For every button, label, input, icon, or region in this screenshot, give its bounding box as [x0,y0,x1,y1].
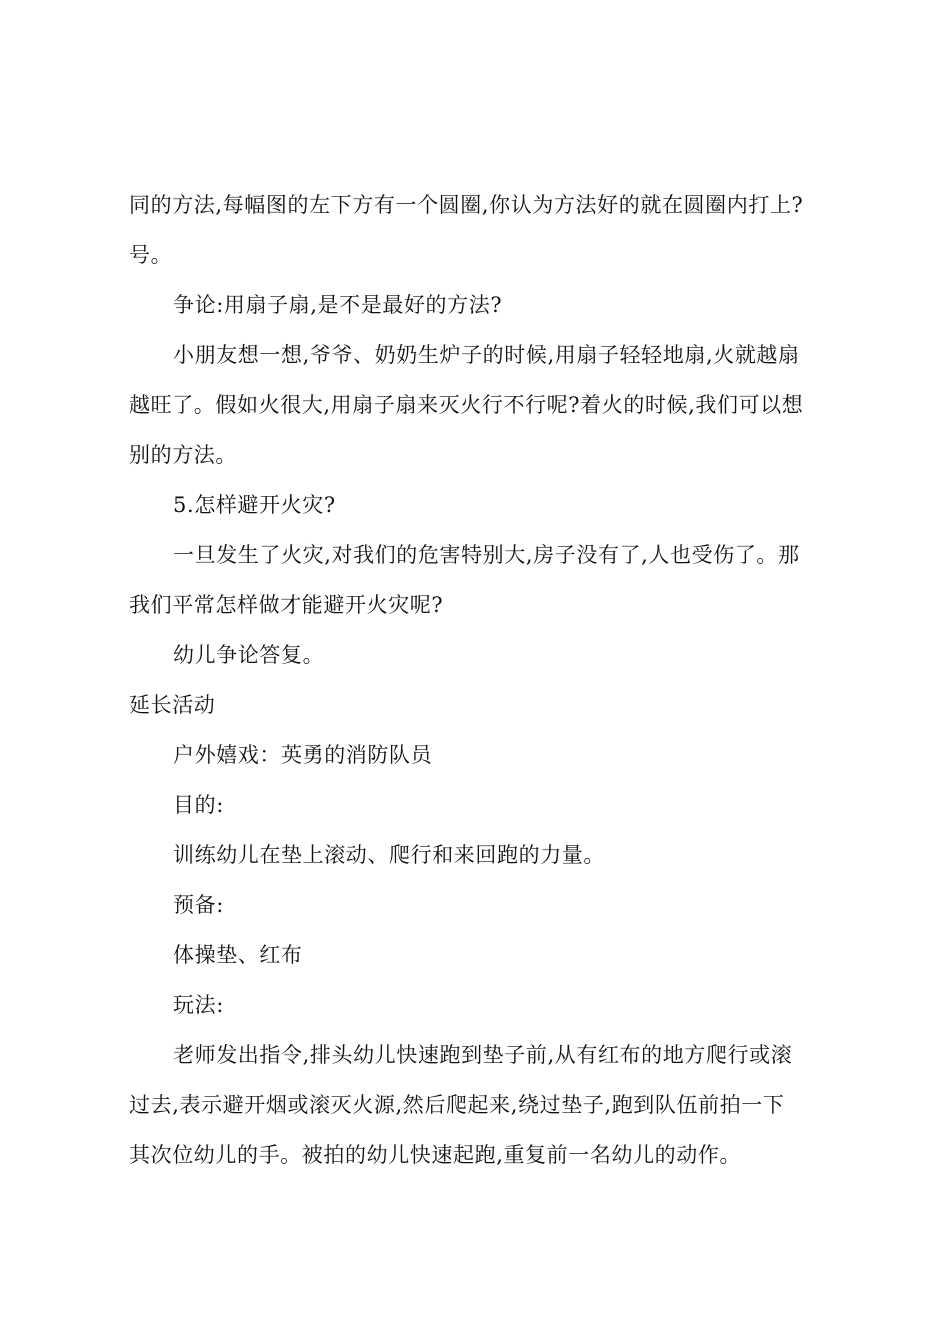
paragraph-line: 同的方法,每幅图的左下方有一个圆圈,你认为方法好的就在圆圈内打上? [129,193,804,217]
paragraph-line: 过去,表示避开烟或滚灭火源,然后爬起来,绕过垫子,跑到队伍前拍一下 [129,1093,785,1117]
paragraph-line: 号。 [129,243,173,267]
paragraph-line: 老师发出指令,排头幼儿快速跑到垫子前,从有红布的地方爬行或滚 [173,1043,793,1067]
paragraph-line: 小朋友想一想,爷爷、奶奶生炉子的时候,用扇子轻轻地扇,火就越扇 [173,343,800,367]
subheading: 玩法: [173,993,224,1017]
paragraph-line: 幼儿争论答复。 [173,643,325,667]
paragraph-line: 争论:用扇子扇,是不是最好的方法? [173,293,503,317]
paragraph-line: 体操垫、红布 [173,943,303,967]
section-heading: 延长活动 [129,693,216,717]
subheading: 目的: [173,793,224,817]
section-heading: 5.怎样避开火灾? [173,493,336,517]
subheading: 预备: [173,893,224,917]
activity-title: 户外嬉戏：英勇的消防队员 [173,743,433,767]
paragraph-line: 一旦发生了火灾,对我们的危害特别大,房子没有了,人也受伤了。那 [173,543,800,567]
paragraph-line: 我们平常怎样做才能避开火灾呢? [129,593,444,617]
paragraph-line: 越旺了。假如火很大,用扇子扇来灭火行不行呢?着火的时候,我们可以想 [129,393,804,417]
paragraph-line: 别的方法。 [129,443,237,467]
paragraph-line: 训练幼儿在垫上滚动、爬行和来回跑的力量。 [173,843,605,867]
paragraph-line: 其次位幼儿的手。被拍的幼儿快速起跑,重复前一名幼儿的动作。 [129,1143,742,1167]
